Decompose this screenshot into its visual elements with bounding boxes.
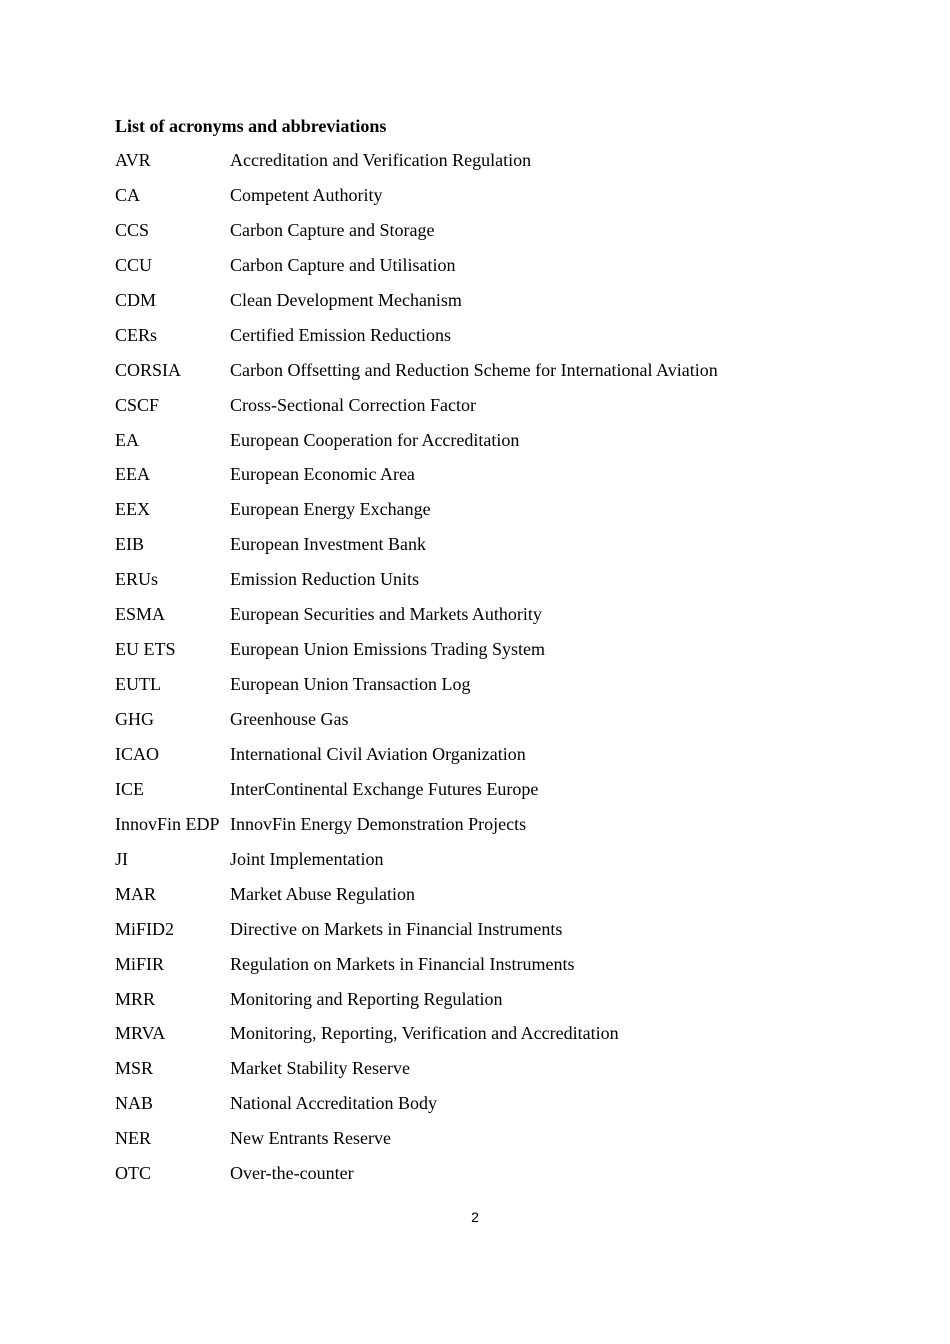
acronym-abbreviation: NER (115, 1128, 151, 1149)
acronym-definition: National Accreditation Body (230, 1093, 437, 1114)
acronym-definition: European Investment Bank (230, 534, 426, 555)
acronym-entry (115, 1092, 835, 1127)
page-number: 2 (471, 1209, 479, 1225)
acronym-list (115, 149, 835, 1197)
acronym-entry (115, 708, 835, 743)
acronym-definition: Greenhouse Gas (230, 709, 349, 729)
acronym-abbreviation: InnovFin EDP (115, 813, 220, 834)
acronym-abbreviation: AVR (115, 150, 151, 170)
acronym-entry (115, 883, 835, 918)
acronym-entry (115, 638, 835, 673)
acronym-definition: Directive on Markets in Financial Instruments (230, 918, 563, 939)
acronym-entry (115, 149, 835, 184)
acronym-abbreviation: CA (115, 184, 141, 205)
acronym-definition: European Energy Exchange (230, 499, 431, 520)
acronym-definition: Over-the-counter (230, 1163, 354, 1184)
acronym-definition: Cross-Sectional Correction Factor (230, 394, 476, 415)
acronym-entry (115, 184, 835, 219)
acronym-abbreviation: EU ETS (115, 639, 176, 660)
acronym-entry (115, 988, 835, 1023)
acronym-entry (115, 603, 835, 638)
acronym-definition: Monitoring and Reporting Regulation (230, 988, 503, 1009)
acronym-entry (115, 778, 835, 813)
acronym-definition: New Entrants Reserve (230, 1128, 391, 1149)
acronym-abbreviation: MRR (115, 988, 156, 1009)
acronym-definition: Monitoring, Reporting, Verification and Accreditation (230, 1023, 619, 1044)
acronym-entry (115, 1057, 835, 1092)
acronym-definition: Accreditation and Verification Regulation (230, 150, 532, 170)
acronym-definition: Competent Authority (230, 184, 383, 205)
acronym-entry (115, 289, 835, 324)
acronym-abbreviation: EA (115, 429, 139, 450)
acronym-entry (115, 1162, 835, 1197)
acronym-entry (115, 568, 835, 603)
acronym-definition: Regulation on Markets in Financial Instruments (230, 953, 575, 974)
acronym-definition: Market Stability Reserve (230, 1058, 410, 1079)
acronym-abbreviation: CCU (115, 254, 153, 275)
acronym-abbreviation: ERUs (115, 569, 159, 590)
acronym-abbreviation: MAR (115, 883, 157, 904)
acronym-definition: Emission Reduction Units (230, 569, 419, 590)
acronym-abbreviation: JI (115, 848, 128, 869)
acronym-abbreviation: CCS (115, 219, 150, 240)
acronym-entry (115, 813, 835, 848)
acronym-entry (115, 394, 835, 429)
acronym-entry (115, 324, 835, 359)
acronym-entry (115, 743, 835, 778)
acronym-abbreviation: EUTL (115, 674, 161, 695)
acronym-abbreviation: EEA (115, 464, 150, 485)
acronym-abbreviation: EEX (115, 499, 150, 520)
acronym-abbreviation: ESMA (115, 604, 166, 625)
acronym-abbreviation: CERs (115, 324, 158, 345)
acronym-abbreviation: NAB (115, 1093, 154, 1114)
acronym-abbreviation: GHG (115, 709, 154, 729)
acronym-abbreviation: MiFIR (115, 953, 165, 974)
acronym-entry (115, 429, 835, 464)
acronym-entry (115, 463, 835, 498)
acronym-abbreviation: CORSIA (115, 359, 182, 380)
acronym-abbreviation: CDM (115, 289, 157, 310)
acronym-definition: International Civil Aviation Organization (230, 743, 526, 764)
acronym-definition: European Securities and Markets Authority (230, 604, 542, 625)
acronym-entry (115, 254, 835, 289)
acronym-definition: European Union Transaction Log (230, 674, 471, 695)
page-title: List of acronyms and abbreviations (115, 116, 387, 136)
acronym-definition: European Economic Area (230, 464, 415, 485)
acronym-entry (115, 848, 835, 883)
acronym-abbreviation: MSR (115, 1058, 154, 1079)
acronym-entry (115, 533, 835, 568)
acronym-entry (115, 359, 835, 394)
acronym-definition: European Cooperation for Accreditation (230, 429, 520, 450)
acronym-definition: Carbon Capture and Utilisation (230, 254, 456, 275)
acronym-abbreviation: OTC (115, 1163, 151, 1184)
acronym-definition: European Union Emissions Trading System (230, 639, 546, 660)
acronym-entry (115, 918, 835, 953)
acronym-definition: Market Abuse Regulation (230, 883, 415, 904)
acronym-abbreviation: MiFID2 (115, 918, 175, 939)
acronym-abbreviation: EIB (115, 534, 144, 555)
acronym-abbreviation: MRVA (115, 1023, 166, 1044)
acronym-abbreviation: CSCF (115, 394, 160, 415)
acronym-entry (115, 498, 835, 533)
acronym-entry (115, 219, 835, 254)
acronym-entry (115, 1022, 835, 1057)
acronym-entry (115, 953, 835, 988)
acronym-definition: Carbon Capture and Storage (230, 219, 435, 240)
acronym-definition: Clean Development Mechanism (230, 289, 462, 310)
acronym-definition: InnovFin Energy Demonstration Projects (230, 813, 527, 834)
acronym-abbreviation: ICE (115, 778, 144, 799)
acronym-definition: Carbon Offsetting and Reduction Scheme for International Aviation (230, 359, 718, 380)
acronym-abbreviation: ICAO (115, 743, 159, 764)
acronym-entry (115, 1127, 835, 1162)
acronym-definition: InterContinental Exchange Futures Europe (230, 778, 539, 799)
acronym-entry (115, 673, 835, 708)
acronym-definition: Joint Implementation (230, 848, 384, 869)
acronym-definition: Certified Emission Reductions (230, 324, 451, 345)
